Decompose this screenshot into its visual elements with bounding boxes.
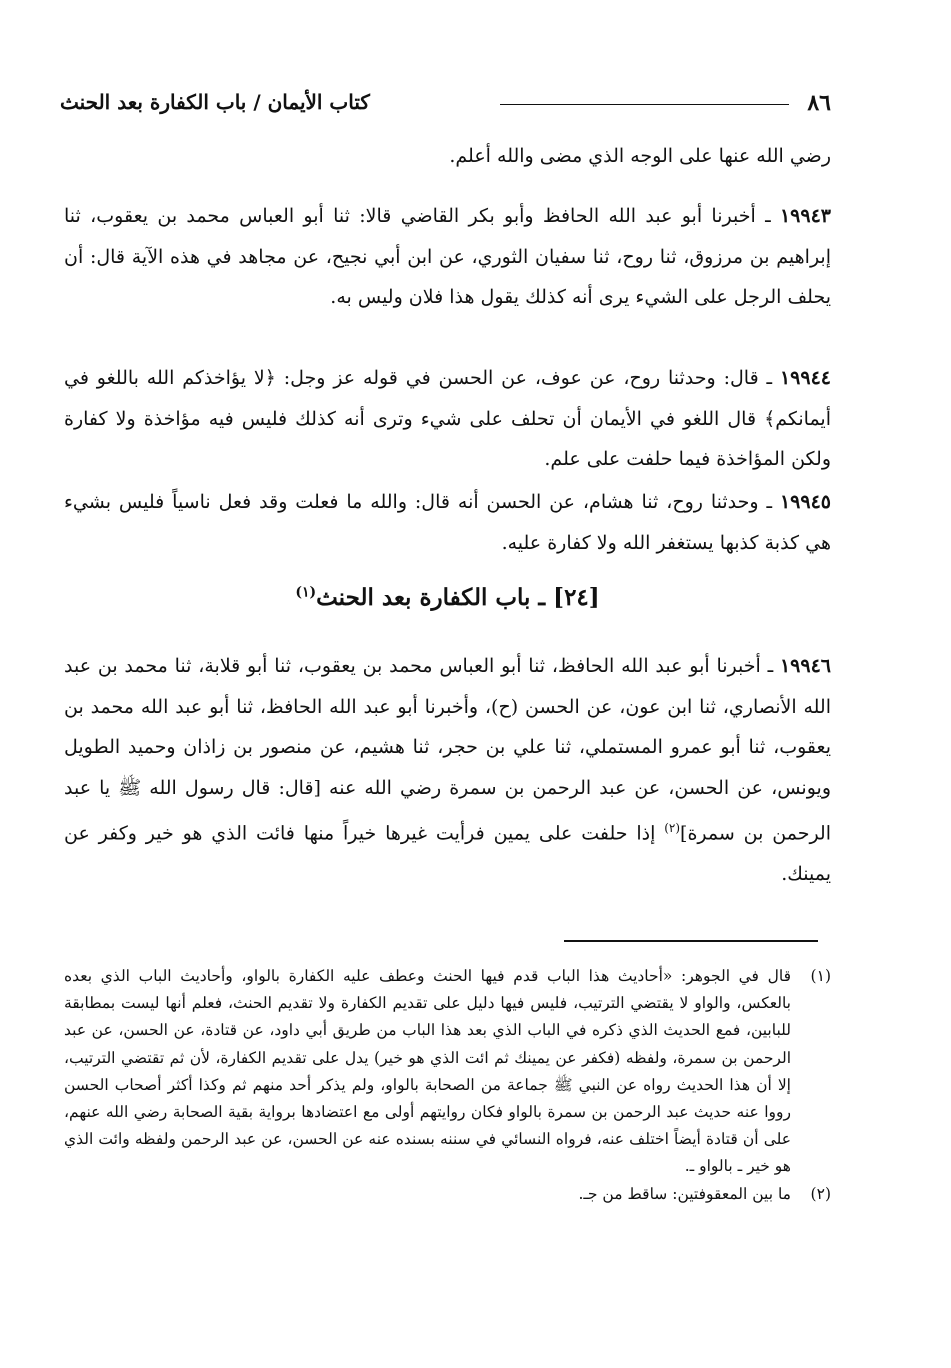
footnote-2: [64, 1181, 831, 1208]
hadith-text-continued: إذا حلفت على يمين فرأيت غيرها خيراً منها فائت الذي هو خير وكفر عن يمينك.: [64, 822, 831, 885]
running-title: كتاب الأيمان / باب الكفارة بعد الحنث: [60, 90, 370, 114]
paragraph-text: رضي الله عنها على الوجه الذي مضى والله أعلم.: [449, 145, 831, 167]
hadith-number: ١٩٩٤٣: [779, 205, 831, 227]
footnote-separator: [564, 940, 818, 942]
header-rule: [500, 104, 789, 105]
footnote-text: قال في الجوهر: «أحاديث هذا الباب قدم فيها الحنث وعطف عليه الكفارة بالواو، وأحاديث الباب الذي بعده بالعكس، والواو لا يقتضي الترتيب، فليس فيها دليل على تقديم الكفارة ولا تقديم الحنث، فعلم أنها ليست بمطابقة للبابين، فمع الحديث الذي ذكره في الباب الذي بعد هذا الباب من طريق أبي داود، عن قتادة، عن الحسن، عن عبد الرحمن بن سمرة، ولفظه (فكفر عن يمينك ثم ائت الذي هو خير) يدل على تقديم الكفارة، لأن ثم تقتضي الترتيب، إلا أن هذا الحديث رواه عن النبي ﷺ جماعة من الصحابة بالواو، ولم يذكر أحد منهم ثم وكذا أكثر أصحاب الحسن رووا عنه حديث عبد الرحمن بن سمرة بالواو فكان روايتهم أولى مع اعتضادها برواية بقية الصحابة رضي الله عنهم، على أن قتادة أيضاً اختلف عنه، فرواه النسائي في سننه بسنده عنه عن الحسن، عن عبد الرحمن ولفظه وائت الذي هو خير ـ بالواو ـ.: [64, 967, 791, 1176]
hadith-text: ـ قال: وحدثنا روح، عن عوف، عن الحسن في قوله عز وجل: ﴿لا يؤاخذكم الله باللغو في أيمانكم﴾ قال اللغو في الأيمان أن تحلف على شيء وترى أنه كذلك فليس فيه مؤاخذة ولا كفارة ولكن المؤاخذة فيما حلفت على علم.: [64, 367, 831, 470]
hadith-text: ـ أخبرنا أبو عبد الله الحافظ، ثنا أبو العباس محمد بن يعقوب، ثنا أبو قلابة، ثنا محمد بن عبد الله الأنصاري، ثنا ابن عون، عن الحسن (ح)، وأخبرنا أبو عبد الله الحافظ، ثنا أبو عبد الله محمد بن يعقوب، ثنا أبو عمرو المستملي، ثنا علي بن حجر، ثنا هشيم، عن منصور بن زاذان وحميد الطويل ويونس، عن الحسن، عن عبد الرحمن بن سمرة رضي الله عنه [قال: قال رسول الله ﷺ يا عبد الرحمن بن سمرة]: [64, 655, 831, 845]
footnote-1: [64, 963, 831, 1181]
hadith-text: ـ وحدثنا روح، ثنا هشام، عن الحسن أنه قال: والله ما فعلت وقد فعل ناسياً فليس بشيء هي كذبة كذبها يستغفر الله ولا كفارة عليه.: [64, 491, 831, 554]
hadith-number: ١٩٩٤٦: [779, 655, 831, 677]
paragraph-continuation: [64, 136, 831, 177]
page-header: [60, 84, 831, 120]
hadith-19945: [64, 482, 831, 563]
footnote-text: ما بين المعقوفتين: ساقط من جـ.: [578, 1184, 791, 1203]
footnotes: [64, 963, 831, 1208]
footnote-number: (١): [810, 967, 831, 985]
hadith-19946: [64, 646, 831, 894]
footnote-number: (٢): [810, 1184, 831, 1203]
hadith-number: ١٩٩٤٥: [779, 491, 831, 513]
section-heading: [64, 584, 831, 611]
hadith-19944: [64, 358, 831, 480]
footnote-marker: (٢): [664, 821, 681, 835]
footnote-marker: (١): [295, 584, 317, 601]
hadith-19943: [64, 196, 831, 318]
hadith-number: ١٩٩٤٤: [779, 367, 831, 389]
page-number: ٨٦: [807, 90, 831, 116]
section-title: [٢٤] ـ باب الكفارة بعد الحنث: [316, 584, 600, 611]
hadith-text: ـ أخبرنا أبو عبد الله الحافظ وأبو بكر القاضي قالا: ثنا أبو العباس محمد بن يعقوب، ثنا إبراهيم بن مرزوق، ثنا روح، ثنا سفيان الثوري، عن ابن أبي نجيح، عن مجاهد في هذه الآية قال: أن يحلف الرجل على الشيء يرى أنه كذلك يقول هذا فلان وليس به.: [64, 205, 831, 308]
